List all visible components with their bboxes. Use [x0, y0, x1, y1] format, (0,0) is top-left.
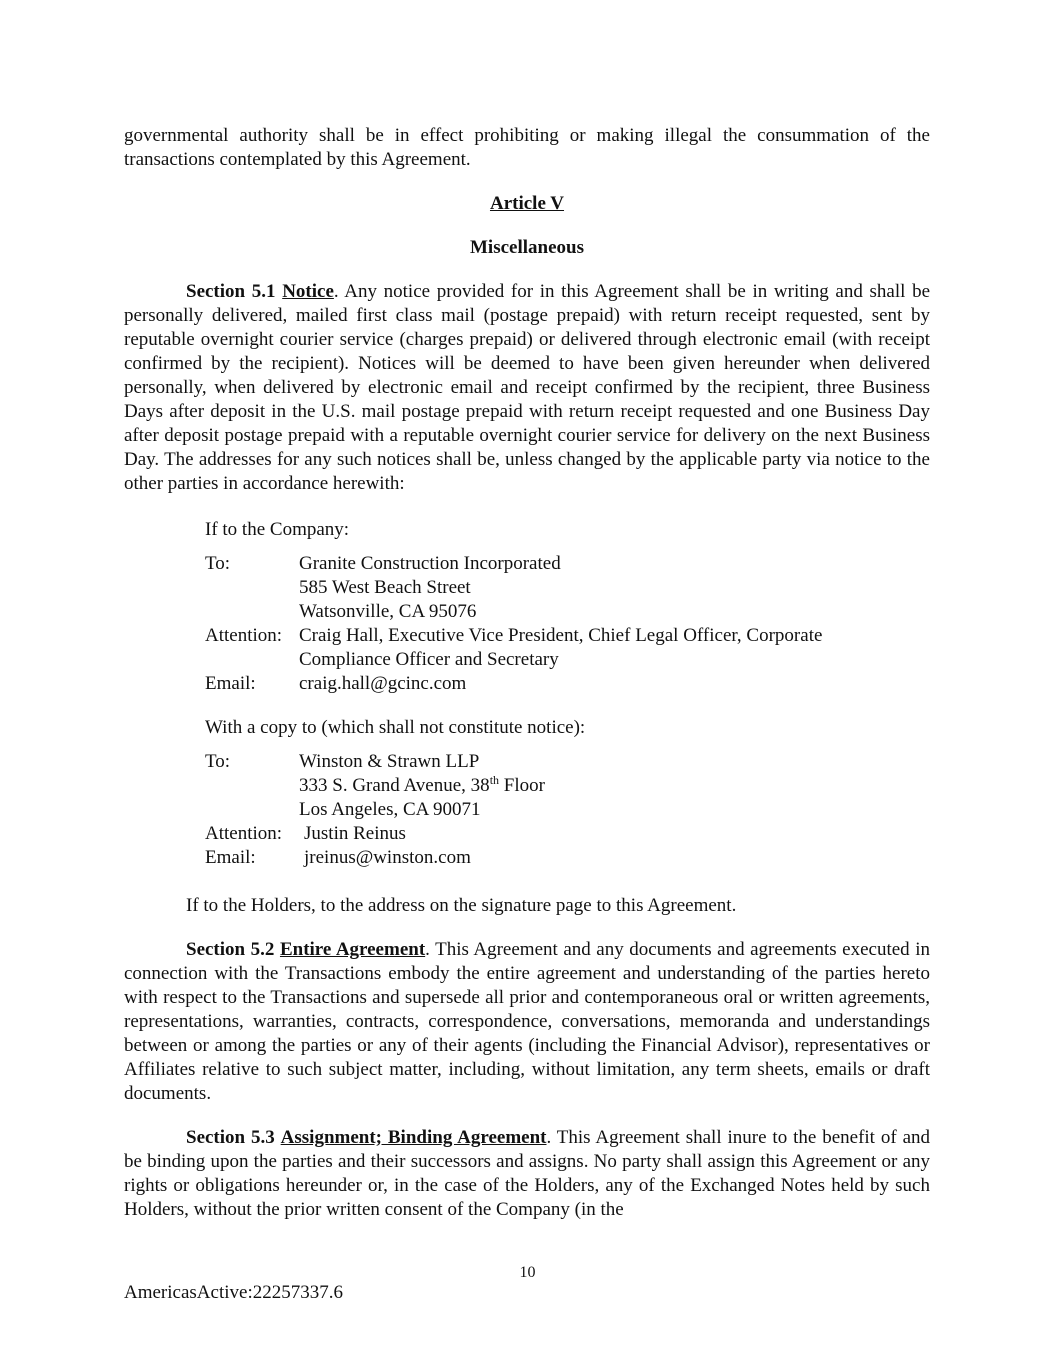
company-email-row — [205, 672, 930, 696]
section-5-1-title: Notice — [282, 281, 334, 302]
company-attention-line: Compliance Officer and Secretary — [299, 649, 559, 670]
article-subtitle: Miscellaneous — [470, 237, 584, 258]
copy-email: jreinus@winston.com — [304, 847, 471, 868]
copy-to-row — [205, 750, 930, 822]
section-5-1-body: . Any notice provided for in this Agreement shall be in writing and shall be personally delivered, mailed first class mail (postage prepaid) with return receipt requested, sent by reputable overnight courier service (charges prepaid) or delivered through electronic email (with receipt confirmed by the recipient). Notices will be deemed to have been given hereunder when delivered personally, when delivered by electronic email and receipt confirmed by the recipient, three Business Days after deposit in the U.S. mail postage prepaid with return receipt requested and one Business Day after deposit postage prepaid with a reputable overnight courier service for delivery on the next Business Day. The addresses for any such notices shall be, unless changed by the applicable party via notice to the other parties in accordance herewith: — [124, 281, 931, 494]
company-email: craig.hall@gcinc.com — [299, 673, 467, 694]
company-to-row — [205, 552, 930, 624]
section-5-2-body: . This Agreement and any documents and agreements executed in connection with the Transactions embody the entire agreement and understanding of the parties hereto with respect to the Transactions and supersede all prior and contemporaneous oral or written agreements, representations, warranties, contracts, correspondence, conversations, memoranda and understandings between or among the parties or any of their agents (including the Financial Advisor), representatives or Affiliates relative to such subject matter, including, without limitation, any term sheets, emails or draft documents. — [124, 939, 931, 1104]
holders-paragraph: If to the Holders, to the address on the signature page to this Agreement. — [186, 895, 737, 916]
article-title: Article V — [489, 193, 565, 214]
company-to-line: Granite Construction Incorporated — [299, 553, 561, 574]
section-5-3-number: Section 5.3 — [186, 1127, 275, 1148]
section-5-2-title: Entire Agreement — [279, 939, 426, 960]
company-to-line: 585 West Beach Street — [299, 577, 471, 598]
section-5-2-number: Section 5.2 — [186, 939, 275, 960]
copy-attention: Justin Reinus — [304, 823, 406, 844]
page-number: 10 — [519, 1264, 536, 1281]
copy-to-line: Los Angeles, CA 90071 — [299, 799, 481, 820]
copy-attention-label: Attention: — [205, 823, 283, 844]
company-address-block — [205, 518, 930, 870]
section-5-3 — [124, 1126, 930, 1222]
company-to-label: To: — [205, 553, 231, 574]
copy-attention-row — [205, 822, 930, 846]
copy-to-line: 333 S. Grand Avenue, 38th Floor — [299, 773, 545, 796]
section-5-2 — [124, 938, 930, 1106]
document-id: AmericasActive:22257337.6 — [124, 1282, 343, 1303]
section-5-3-title: Assignment; Binding Agreement — [280, 1127, 547, 1148]
company-attention-label: Attention: — [205, 625, 283, 646]
company-email-label: Email: — [205, 673, 256, 694]
copy-email-label: Email: — [205, 847, 256, 868]
company-to-line: Watsonville, CA 95076 — [299, 601, 477, 622]
copy-heading: With a copy to (which shall not constitute notice): — [205, 717, 586, 738]
intro-paragraph: governmental authority shall be in effect prohibiting or making illegal the consummation of the transactions contemplated by this Agreement. — [124, 125, 930, 170]
section-5-1 — [124, 280, 930, 496]
section-5-3-body: . This Agreement shall inure to the benefit of and be binding upon the parties and their successors and assigns. No party shall assign this Agreement or any rights or obligations hereunder or, in the case of the Holders, any of the Exchanged Notes held by such Holders, without the prior written consent of the Company (in the — [124, 1127, 931, 1220]
company-attention-row — [205, 624, 930, 672]
company-heading: If to the Company: — [205, 519, 350, 540]
document-page — [124, 124, 930, 1222]
copy-to-line: Winston & Strawn LLP — [299, 751, 480, 772]
copy-to-label: To: — [205, 751, 231, 772]
company-attention-line: Craig Hall, Executive Vice President, Chief Legal Officer, Corporate — [299, 625, 823, 646]
copy-email-row — [205, 846, 930, 870]
section-5-1-number: Section 5.1 — [186, 281, 276, 302]
